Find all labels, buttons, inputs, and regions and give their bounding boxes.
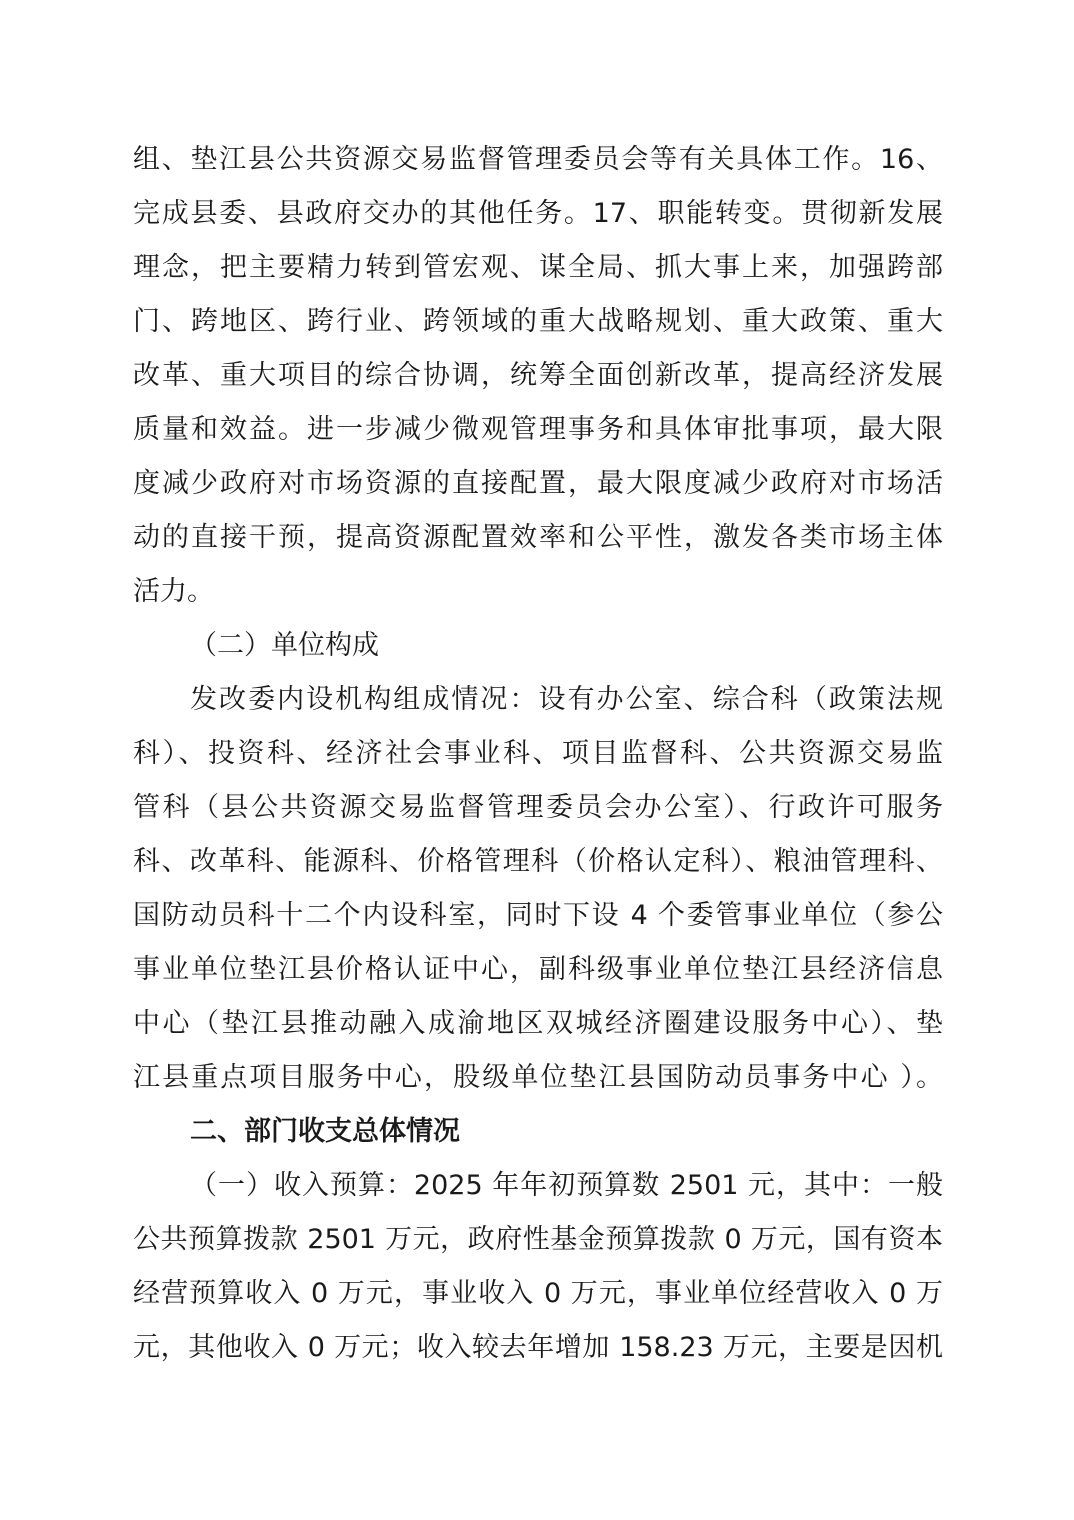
- text-line: 理念，把主要精力转到管宏观、谋全局、抓大事上来，加强跨部: [133, 252, 943, 283]
- text-line: 科）、投资科、经济社会事业科、项目监督科、公共资源交易监: [133, 738, 943, 769]
- text-line: 组、垫江县公共资源交易监督管理委员会等有关具体工作。16、: [133, 144, 943, 175]
- text-line: 改革、重大项目的综合协调，统筹全面创新改革，提高经济发展: [133, 360, 943, 391]
- text-line: 江县重点项目服务中心，股级单位垫江县国防动员事务中心 ）。: [133, 1062, 943, 1093]
- paragraph-unit-composition: [133, 673, 943, 1105]
- text-line: 元，其他收入 0 万元；收入较去年增加 158.23 万元，主要是因机: [133, 1332, 943, 1363]
- text-line: 门、跨地区、跨行业、跨领域的重大战略规划、重大政策、重大: [133, 306, 943, 337]
- paragraph-income-budget: [133, 1159, 943, 1375]
- text-line: 完成县委、县政府交办的其他任务。17、职能转变。贯彻新发展: [133, 198, 943, 229]
- text-line: 动的直接干预，提高资源配置效率和公平性，激发各类市场主体: [133, 522, 943, 553]
- paragraph-functions: [133, 133, 943, 619]
- document-page: [133, 133, 943, 1375]
- text-line: 经营预算收入 0 万元，事业收入 0 万元，事业单位经营收入 0 万: [133, 1278, 943, 1309]
- text-line: 活力。: [133, 576, 214, 607]
- text-line: 中心（垫江县推动融入成渝地区双城经济圈建设服务中心）、垫: [133, 1008, 943, 1039]
- section-subheading-unit-composition: （二）单位构成: [190, 630, 379, 661]
- text-line: 事业单位垫江县价格认证中心，副科级事业单位垫江县经济信息: [133, 954, 943, 985]
- text-line: 科、改革科、能源科、价格管理科（价格认定科）、粮油管理科、: [133, 846, 943, 877]
- section-heading-revenue-expenditure: 二、部门收支总体情况: [190, 1116, 460, 1147]
- text-line: 度减少政府对市场资源的直接配置，最大限度减少政府对市场活: [133, 468, 943, 499]
- text-line: 质量和效益。进一步减少微观管理事务和具体审批事项，最大限: [133, 414, 943, 445]
- text-line: 发改委内设机构组成情况：设有办公室、综合科（政策法规: [190, 684, 943, 715]
- text-line: 国防动员科十二个内设科室，同时下设 4 个委管事业单位（参公: [133, 900, 943, 931]
- text-line: （一）收入预算：2025 年年初预算数 2501 元，其中：一般: [190, 1170, 943, 1201]
- text-line: 管科（县公共资源交易监督管理委员会办公室）、行政许可服务: [133, 792, 943, 823]
- text-line: 公共预算拨款 2501 万元，政府性基金预算拨款 0 万元，国有资本: [133, 1224, 943, 1255]
